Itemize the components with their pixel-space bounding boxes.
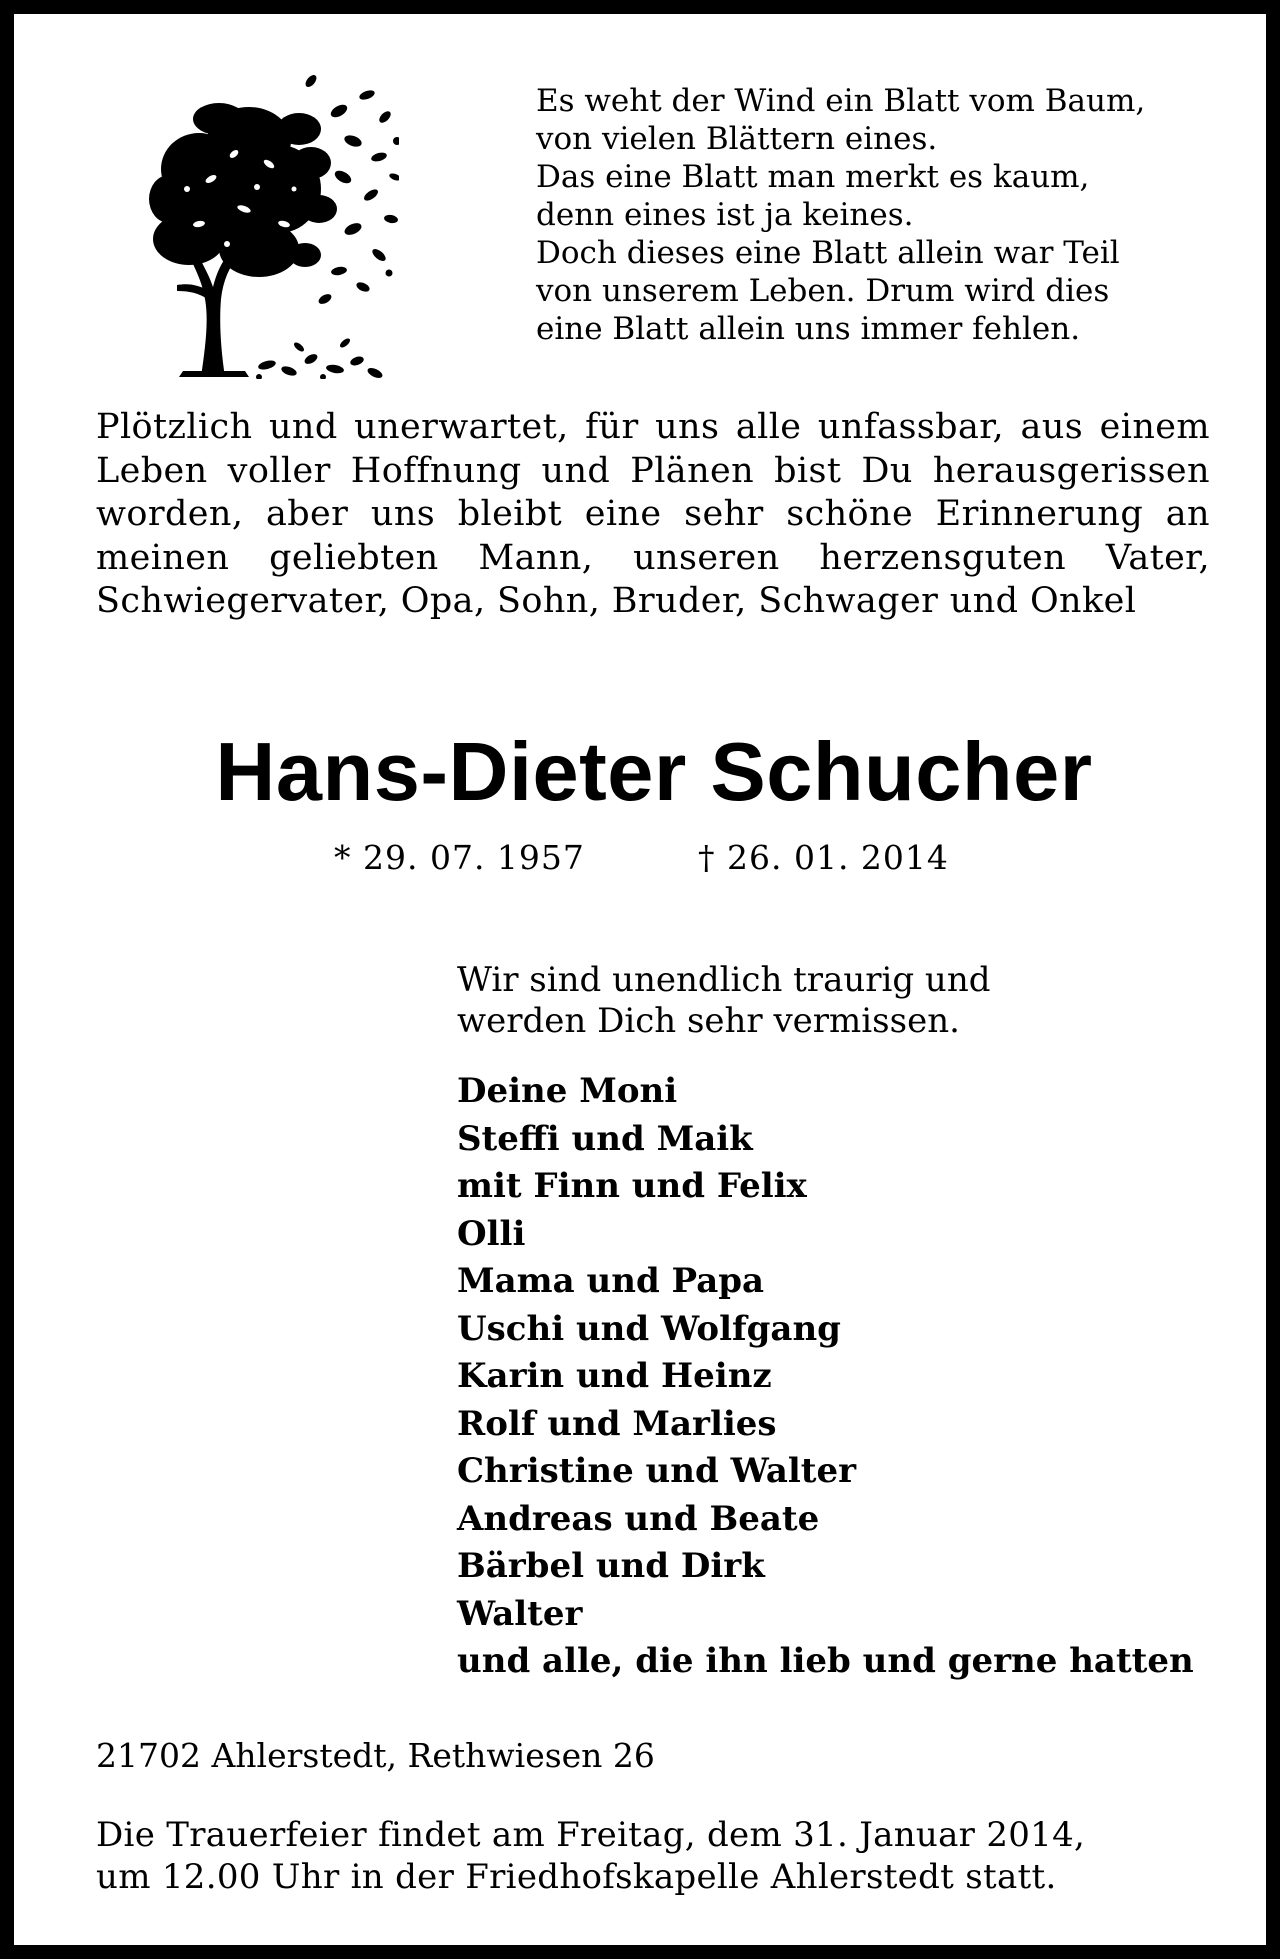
signers-list	[457, 1068, 1257, 1686]
poem-line: von vielen Blättern eines.	[536, 121, 938, 157]
signer: Mama und Papa	[457, 1261, 765, 1301]
poem-line: Doch dieses eine Blatt allein war Teil	[536, 235, 1120, 271]
poem-line: denn eines ist ja keines.	[536, 197, 914, 233]
poem-line: Das eine Blatt man merkt es kaum,	[536, 159, 1090, 195]
windblown-tree-icon	[139, 59, 399, 379]
deceased-name: Hans-Dieter Schucher	[215, 725, 1093, 818]
signer: Andreas und Beate	[457, 1498, 820, 1539]
birth-date: * 29. 07. 1957	[334, 838, 585, 877]
signer: Bärbel und Dirk	[457, 1546, 765, 1586]
mourning-line: werden Dich sehr vermissen.	[457, 1001, 960, 1041]
poem	[536, 82, 1226, 348]
signer: Karin und Heinz	[457, 1356, 772, 1396]
address: 21702 Ahlerstedt, Rethwiesen 26	[96, 1736, 655, 1775]
signer: Walter	[457, 1593, 583, 1634]
service-line: Die Trauerfeier findet am Freitag, dem 31. Januar 2014,	[96, 1815, 1086, 1855]
signer: und alle, die ihn lieb und gerne hatten	[457, 1641, 1194, 1681]
signer: Rolf und Marlies	[457, 1403, 777, 1444]
death-date: † 26. 01. 2014	[698, 838, 949, 877]
signer: Olli	[457, 1213, 526, 1254]
intro-paragraph: Plötzlich und unerwartet, für uns alle unfassbar, aus einem Leben voller Hoffnung und Plänen bist Du herausgerissen worden, aber uns bleibt eine sehr schöne Erinnerung an meinen geliebten Mann, unseren herzensguten Vater, Schwiegervater, Opa, Sohn, Bruder, Schwager und Onkel	[96, 407, 1210, 621]
signer: Uschi und Wolfgang	[457, 1308, 841, 1349]
mourning-text	[457, 960, 1217, 1042]
poem-line: von unserem Leben. Drum wird dies	[536, 273, 1110, 309]
signer: mit Finn und Felix	[457, 1166, 807, 1206]
poem-line: Es weht der Wind ein Blatt vom Baum,	[536, 83, 1146, 119]
poem-line: eine Blatt allein uns immer fehlen.	[536, 311, 1081, 347]
signer: Steffi und Maik	[457, 1118, 753, 1159]
mourning-line: Wir sind unendlich traurig und	[457, 960, 991, 1000]
funeral-service-info	[96, 1814, 1216, 1898]
service-line: um 12.00 Uhr in der Friedhofskapelle Ahlerstedt statt.	[96, 1857, 1057, 1897]
signer: Deine Moni	[457, 1071, 678, 1111]
signer: Christine und Walter	[457, 1451, 857, 1491]
